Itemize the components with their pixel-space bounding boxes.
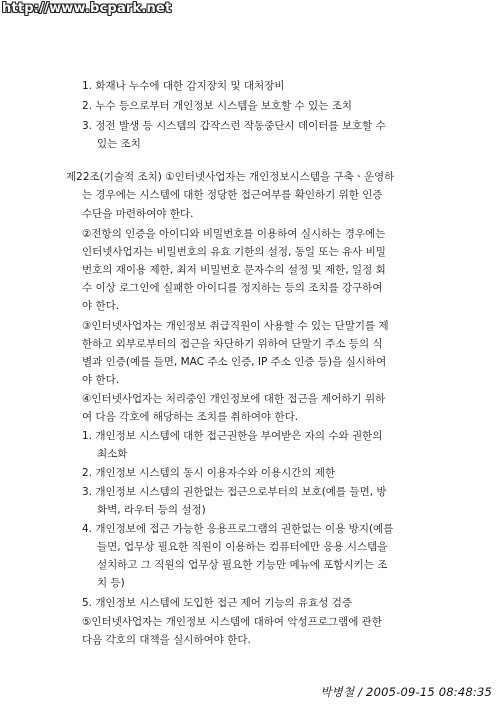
paragraph-line: 별과 인증(예를 들면, MAC 주소 인증, IP 주소 인증 등)을 실시하여	[82, 356, 387, 368]
paragraph-line: 인터넷사업자는 비밀번호의 유효 기한의 설정, 동일 또는 유사 비밀	[82, 246, 386, 258]
list-item-continuation: 있는 조치	[97, 138, 141, 150]
list-item-continuation: 치 등)	[97, 577, 125, 589]
paragraph-line: ③인터넷사업자는 개인정보 취급직원이 사용할 수 있는 단말기를 제	[82, 320, 389, 332]
list-item: 4. 개인정보에 접근 가능한 응용프로그램의 권한없는 이용 방지(예를	[82, 523, 394, 535]
author-timestamp: 박병철 / 2005-09-15 08:48:35	[320, 685, 492, 699]
paragraph-line: 다음 각호의 대책을 실시하여야 한다.	[82, 634, 251, 646]
list-item-continuation: 들면, 업무상 필요한 직원이 이용하는 컴퓨터에만 응용 시스템을	[97, 541, 388, 553]
paragraph-line: ④인터넷사업자는 처리중인 개인정보에 대한 접근을 제어하기 위하	[82, 393, 386, 405]
list-item: 2. 개인정보 시스템의 동시 이용자수와 이용시간의 제한	[82, 467, 336, 479]
paragraph-line: 번호의 재이용 제한, 최저 비밀번호 문자수의 설정 및 제한, 일정 회	[82, 264, 386, 276]
site-watermark: http://www.bcpark.net	[2, 1, 172, 16]
list-item-continuation: 최소화	[97, 448, 128, 460]
list-item-continuation: 화벽, 라우터 등의 설정)	[97, 504, 206, 516]
paragraph-line: 수 이상 로그인에 실패한 아이디를 정지하는 등의 조치를 강구하여	[82, 282, 383, 294]
paragraph-line: 수단을 마련하여야 한다.	[82, 208, 194, 220]
paragraph-line: 야 한다.	[82, 374, 120, 386]
list-item-continuation: 설치하고 그 직원의 업무상 필요한 기능만 메뉴에 포함시키는 조	[97, 559, 388, 571]
list-item: 1. 화재나 누수에 대한 감지장치 및 대처장비	[82, 80, 285, 92]
list-item: 5. 개인정보 시스템에 도입한 접근 제어 기능의 유효성 검증	[82, 597, 353, 609]
list-item: 3. 정전 발생 등 시스템의 갑작스런 작동중단시 데이터를 보호할 수	[82, 120, 386, 132]
list-item: 1. 개인정보 시스템에 대한 접근권한을 부여받은 자의 수와 권한의	[82, 430, 383, 442]
paragraph-line: ②전항의 인증을 아이디와 비밀번호를 이용하여 실시하는 경우에는	[82, 228, 386, 240]
paragraph-line: 는 경우에는 시스템에 대한 정당한 접근여부를 확인하기 위한 인증	[82, 189, 383, 201]
list-item: 2. 누수 등으로부터 개인정보 시스템을 보호할 수 있는 조치	[82, 100, 353, 112]
article-heading-line: 제22조(기술적 조치) ①인터넷사업자는 개인정보시스템을 구축ㆍ운영하	[66, 171, 395, 183]
paragraph-line: ⑤인터넷사업자는 개인정보 시스템에 대하여 악성프로그램에 관한	[82, 616, 382, 628]
paragraph-line: 여 다음 각호에 해당하는 조치를 취하여야 한다.	[82, 411, 299, 423]
list-item: 3. 개인정보 시스템의 권한없는 접근으로부터의 보호(예를 들면, 방	[82, 486, 387, 498]
paragraph-line: 야 한다.	[82, 300, 120, 312]
paragraph-line: 한하고 외부로부터의 접근을 차단하기 위하여 단말기 주소 등의 식	[82, 338, 383, 350]
